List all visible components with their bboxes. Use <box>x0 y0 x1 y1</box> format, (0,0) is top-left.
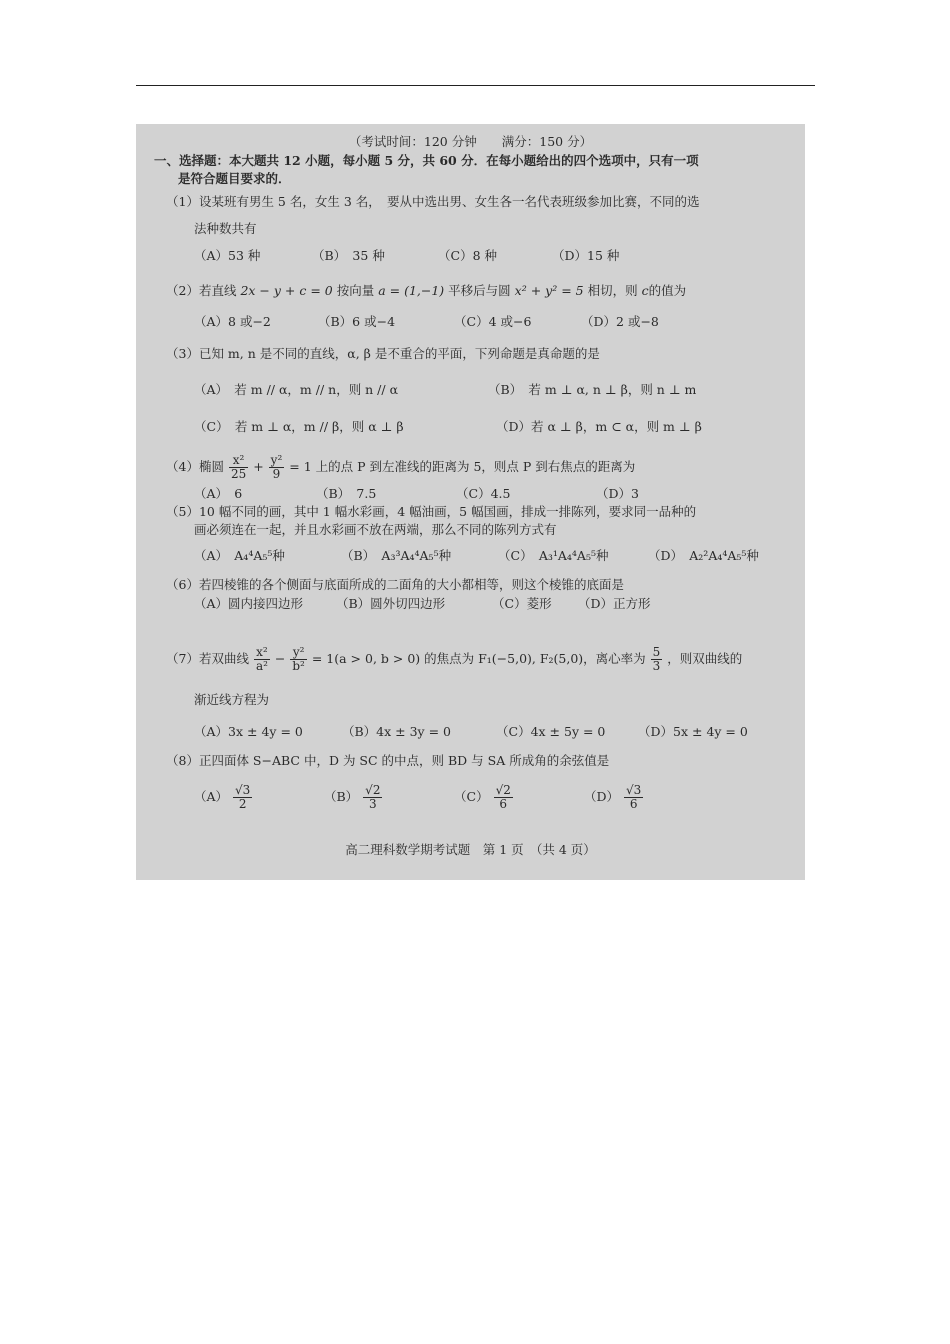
q8-stem: （8）正四面体 S−ABC 中，D 为 SC 的中点，则 BD 与 SA 所成角的余弦值是 <box>166 753 610 768</box>
q3-option-c: （C） 若 m ⊥ α，m // β，则 α ⊥ β <box>194 419 404 434</box>
q7-stem-cont: 渐近线方程为 <box>194 692 270 707</box>
q4-fraction-x: $\frac{\text{x²}}{25}$ <box>230 453 247 481</box>
q4-fraction-y: $\frac{\text{y²}}{9}$ <box>270 453 283 481</box>
section-heading: 一、选择题：本大题共 12 小题，每小题 5 分，共 60 分．在每小题给出的四个选项中，只有一项 <box>154 153 699 168</box>
section-heading-cont: 是符合题目要求的． <box>178 171 291 186</box>
q1-stem: （1）设某班有男生 5 名，女生 3 名， 要从中选出男、女生各一名代表班级参加比赛，不同的选 <box>166 194 700 209</box>
q4-stem: （4）椭圆 $\frac{\text{x²}}{25}$ + $\frac{\text{y²}}{9}$ = 1 上的点 P 到左准线的距离为 5，则点 P 到右焦点的距离为 <box>166 453 636 481</box>
q8-option-c: （C） $\frac{√2}{6}$ <box>454 783 511 811</box>
q8-option-d: （D） $\frac{√3}{6}$ <box>584 783 642 811</box>
q4-option-c: （C）4.5 <box>456 486 511 501</box>
q3-stem: （3）已知 m, n 是不同的直线，α, β 是不重合的平面，下列命题是真命题的是 <box>166 346 600 361</box>
q8-option-b: （B） $\frac{√2}{3}$ <box>324 783 381 811</box>
q2-option-b: （B）6 或−4 <box>318 314 396 329</box>
q6-stem: （6）若四棱锥的各个侧面与底面所成的二面角的大小都相等，则这个棱锥的底面是 <box>166 577 624 592</box>
q2-circle-equation: x² + y² = 5 <box>514 283 584 298</box>
q6-option-d: （D）正方形 <box>578 596 651 611</box>
q5-option-c: （C） A₃¹A₄⁴A₅⁵种 <box>498 548 609 563</box>
q2-option-c: （C）4 或−6 <box>454 314 532 329</box>
q7-option-a: （A）3x ± 4y = 0 <box>194 724 303 739</box>
q7-eccentricity: $\frac{5}{3}$ <box>652 645 661 673</box>
q3-option-a: （A） 若 m // α，m // n，则 n // α <box>194 382 399 397</box>
q2-line-equation: 2x − y + c = 0 <box>240 283 333 298</box>
q2-stem: （2）若直线 2x − y + c = 0 按向量 a = (1,−1) 平移后与圆 x² + y² = 5 相切，则 c的值为 <box>166 283 687 298</box>
scanned-page <box>136 124 805 880</box>
q1-option-d: （D）15 种 <box>552 248 620 263</box>
q6-option-c: （C）菱形 <box>492 596 552 611</box>
top-rule <box>136 85 815 86</box>
exam-info: （考试时间：120 分钟 满分：150 分） <box>348 134 593 149</box>
q7-option-b: （B）4x ± 3y = 0 <box>342 724 451 739</box>
q8-option-a: （A） $\frac{√3}{2}$ <box>194 783 251 811</box>
q7-fraction-x: $\frac{\text{x²}}{\text{a²}}$ <box>255 645 268 673</box>
q4-option-a: （A） 6 <box>194 486 243 501</box>
q5-option-a: （A） A₄⁴A₅⁵种 <box>194 548 285 563</box>
q1-stem-cont: 法种数共有 <box>194 221 257 236</box>
q5-stem-cont: 画必须连在一起，并且水彩画不放在两端，那么不同的陈列方式有 <box>194 522 557 537</box>
q6-option-a: （A）圆内接四边形 <box>194 596 304 611</box>
q7-option-d: （D）5x ± 4y = 0 <box>638 724 748 739</box>
q3-option-d: （D）若 α ⊥ β，m ⊂ α，则 m ⊥ β <box>496 419 702 434</box>
q2-option-a: （A）8 或−2 <box>194 314 271 329</box>
q4-option-b: （B） 7.5 <box>316 486 377 501</box>
q5-option-d: （D） A₂²A₄⁴A₅⁵种 <box>648 548 759 563</box>
q5-stem: （5）10 幅不同的画，其中 1 幅水彩画，4 幅油画，5 幅国画，排成一排陈列，要求同一品种的 <box>166 504 697 519</box>
q1-option-a: （A）53 种 <box>194 248 261 263</box>
q7-stem: （7）若双曲线 $\frac{\text{x²}}{\text{a²}}$ − $\frac{\text{y²}}{\text{b²}}$ = 1(a > 0, b > 0) 的焦点为 F₁(−5,0), F₂(5,0)，离心率为 $\frac{5}{3}$ ，则双曲线的 <box>166 645 743 673</box>
q7-option-c: （C）4x ± 5y = 0 <box>496 724 606 739</box>
q5-option-b: （B） A₃³A₄⁴A₅⁵种 <box>341 548 452 563</box>
q4-option-d: （D）3 <box>596 486 639 501</box>
q6-option-b: （B）圆外切四边形 <box>336 596 446 611</box>
q2-option-d: （D）2 或−8 <box>581 314 659 329</box>
q1-option-b: （B） 35 种 <box>312 248 385 263</box>
q3-option-b: （B） 若 m ⊥ α, n ⊥ β，则 n ⊥ m <box>488 382 697 397</box>
page-footer: 高二理科数学期考试题 第 1 页 （共 4 页） <box>345 842 596 857</box>
q7-fraction-y: $\frac{\text{y²}}{\text{b²}}$ <box>292 645 305 673</box>
q1-option-c: （C）8 种 <box>438 248 497 263</box>
q2-vector: a = (1,−1) <box>378 283 445 298</box>
